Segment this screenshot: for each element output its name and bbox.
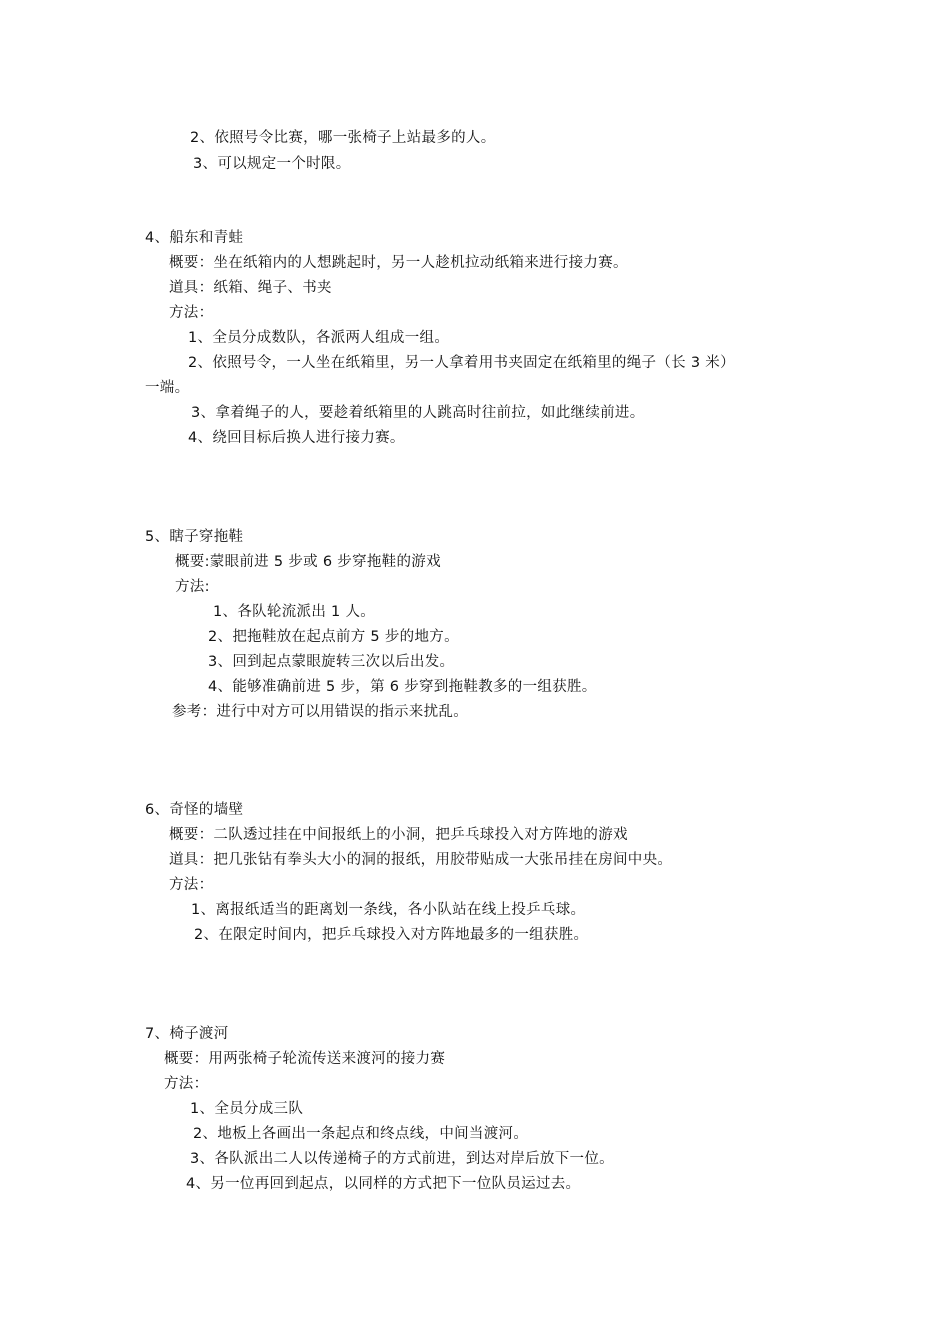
game4-title: 4、船东和青蛙 — [145, 230, 244, 246]
game5-method-label: 方法: — [175, 579, 210, 595]
game5-note: 参考：进行中对方可以用错误的指示来扰乱。 — [172, 704, 468, 720]
game4-step-4: 4、绕回目标后换人进行接力赛。 — [188, 430, 405, 446]
game7-step-4: 4、另一位再回到起点，以同样的方式把下一位队员运过去。 — [186, 1176, 581, 1192]
game6-summary: 概要：二队透过挂在中间报纸上的小洞，把乒乓球投入对方阵地的游戏 — [169, 827, 628, 843]
game6-method-label: 方法： — [169, 877, 214, 893]
game7-step-1: 1、全员分成三队 — [190, 1101, 304, 1117]
game4-step-2: 2、依照号令，一人坐在纸箱里，另一人拿着用书夹固定在纸箱里的绳子（长 3 米） — [188, 355, 735, 371]
game5-step-4: 4、能够准确前进 5 步，第 6 步穿到拖鞋教多的一组获胜。 — [208, 679, 597, 695]
intro-step-2: 2、依照号令比赛，哪一张椅子上站最多的人。 — [190, 130, 496, 146]
game6-title: 6、奇怪的墙壁 — [145, 802, 244, 818]
intro-step-3: 3、可以规定一个时限。 — [193, 156, 351, 172]
game5-step-1: 1、各队轮流派出 1 人。 — [213, 604, 376, 620]
game4-step-2-cont: 一端。 — [145, 380, 190, 396]
game5-summary: 概要:蒙眼前进 5 步或 6 步穿拖鞋的游戏 — [175, 554, 441, 570]
game4-step-3: 3、拿着绳子的人，要趁着纸箱里的人跳高时往前拉，如此继续前进。 — [191, 405, 645, 421]
game7-step-3: 3、各队派出二人以传递椅子的方式前进，到达对岸后放下一位。 — [190, 1151, 614, 1167]
game7-summary: 概要：用两张椅子轮流传送来渡河的接力赛 — [164, 1051, 446, 1067]
game4-summary: 概要：坐在纸箱内的人想跳起时，另一人趁机拉动纸箱来进行接力赛。 — [169, 255, 628, 271]
game5-step-2: 2、把拖鞋放在起点前方 5 步的地方。 — [208, 629, 459, 645]
game4-step-1: 1、全员分成数队，各派两人组成一组。 — [188, 330, 450, 346]
game7-title: 7、椅子渡河 — [145, 1026, 229, 1042]
game6-props: 道具：把几张钻有拳头大小的洞的报纸，用胶带贴成一大张吊挂在房间中央。 — [169, 852, 673, 868]
game6-step-1: 1、离报纸适当的距离划一条线，各小队站在线上投乒乓球。 — [191, 902, 586, 918]
game7-step-2: 2、地板上各画出一条起点和终点线，中间当渡河。 — [193, 1126, 529, 1142]
game5-step-3: 3、回到起点蒙眼旋转三次以后出发。 — [208, 654, 455, 670]
game5-title: 5、瞎子穿拖鞋 — [145, 529, 244, 545]
game4-props: 道具：纸箱、绳子、书夹 — [169, 280, 332, 296]
game7-method-label: 方法： — [164, 1076, 209, 1092]
game4-method-label: 方法： — [169, 305, 214, 321]
game6-step-2: 2、在限定时间内，把乒乓球投入对方阵地最多的一组获胜。 — [194, 927, 589, 943]
